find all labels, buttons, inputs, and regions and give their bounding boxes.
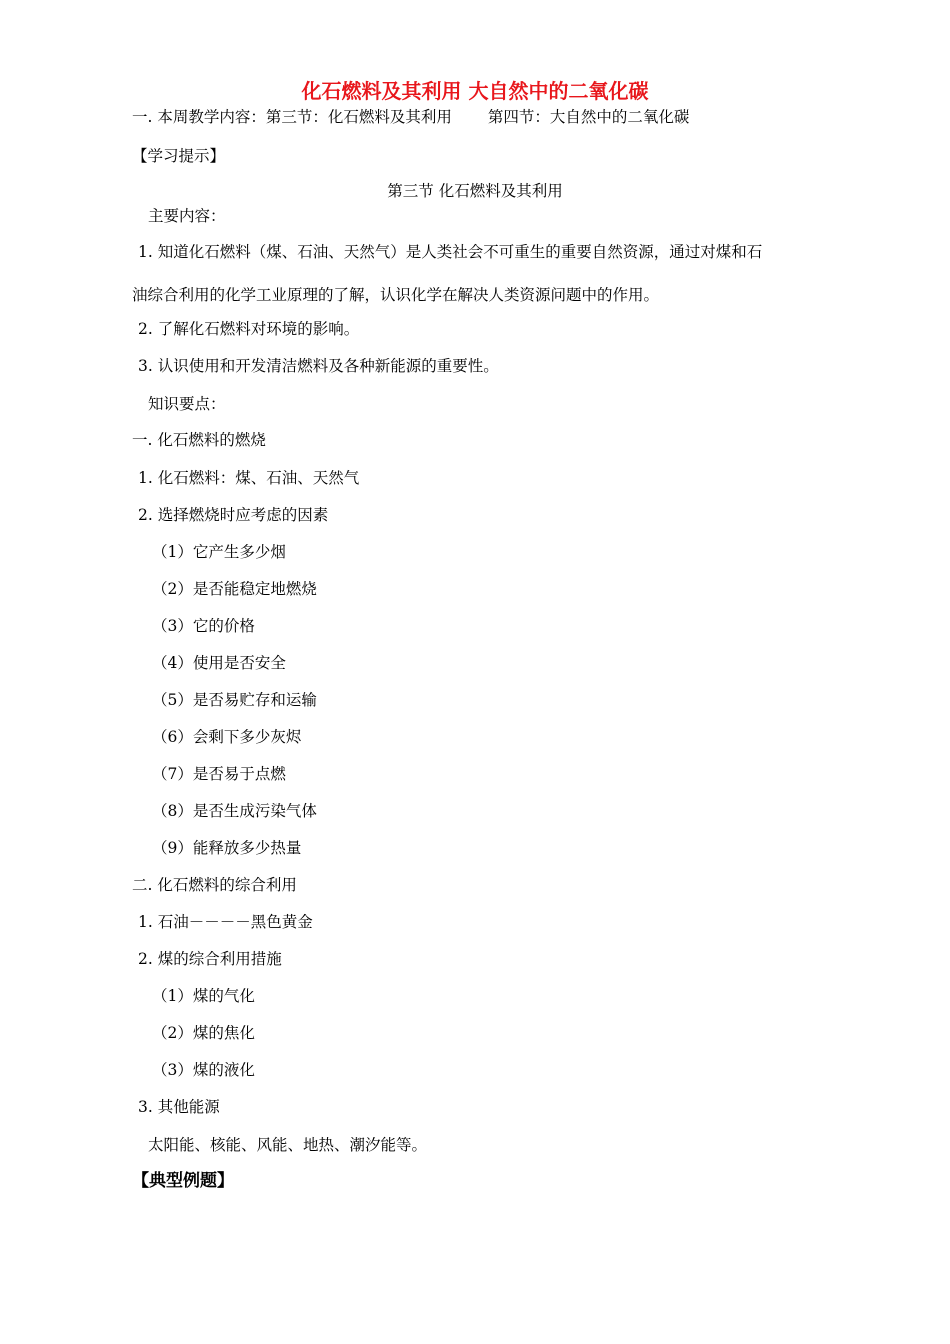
examples-heading: 【典型例题】: [132, 1171, 234, 1191]
part1-heading: 一. 化石燃料的燃烧: [132, 431, 266, 449]
factor-item: （9）能释放多少热量: [152, 839, 302, 857]
main-content-item-1a: 1. 知道化石燃料（煤、石油、天然气）是人类社会不可重生的重要自然资源，通过对煤和石: [138, 243, 763, 261]
key-points-label: 知识要点：: [148, 395, 226, 413]
factor-item: （7）是否易于点燃: [152, 765, 286, 783]
part2-item-2: 2. 煤的综合利用措施: [138, 950, 282, 968]
coal-method-item: （3）煤的液化: [152, 1061, 255, 1079]
main-content-item-1b: 油综合利用的化学工业原理的了解，认识化学在解决人类资源问题中的作用。: [132, 286, 660, 304]
section3-heading: 第三节 化石燃料及其利用: [387, 182, 563, 200]
part1-item-1: 1. 化石燃料：煤、石油、天然气: [138, 469, 360, 487]
other-energy-text: 太阳能、核能、风能、地热、潮汐能等。: [148, 1136, 428, 1154]
part1-item-2: 2. 选择燃烧时应考虑的因素: [138, 506, 329, 524]
coal-method-item: （1）煤的气化: [152, 987, 255, 1005]
factor-item: （8）是否生成污染气体: [152, 802, 317, 820]
factor-item: （6）会剩下多少灰烬: [152, 728, 302, 746]
main-content-item-3: 3. 认识使用和开发清洁燃料及各种新能源的重要性。: [138, 357, 499, 375]
coal-method-item: （2）煤的焦化: [152, 1024, 255, 1042]
intro-line: [132, 107, 689, 127]
factor-item: （2）是否能稳定地燃烧: [152, 580, 317, 598]
part2-item-3: 3. 其他能源: [138, 1098, 220, 1116]
part2-item-1: 1. 石油－－－－黑色黄金: [138, 913, 313, 931]
intro-suffix: 第四节：大自然中的二氧化碳: [487, 108, 690, 126]
document-title: 化石燃料及其利用 大自然中的二氧化碳: [301, 79, 649, 103]
factor-item: （3）它的价格: [152, 617, 255, 635]
study-tips-heading: 【学习提示】: [132, 147, 226, 165]
part2-heading: 二. 化石燃料的综合利用: [132, 876, 297, 894]
main-content-label: 主要内容：: [148, 207, 226, 225]
factor-item: （4）使用是否安全: [152, 654, 286, 672]
factor-item: （1）它产生多少烟: [152, 543, 286, 561]
intro-prefix: 一. 本周教学内容：第三节：化石燃料及其利用: [132, 108, 452, 126]
factor-item: （5）是否易贮存和运输: [152, 691, 317, 709]
main-content-item-2: 2. 了解化石燃料对环境的影响。: [138, 320, 360, 338]
